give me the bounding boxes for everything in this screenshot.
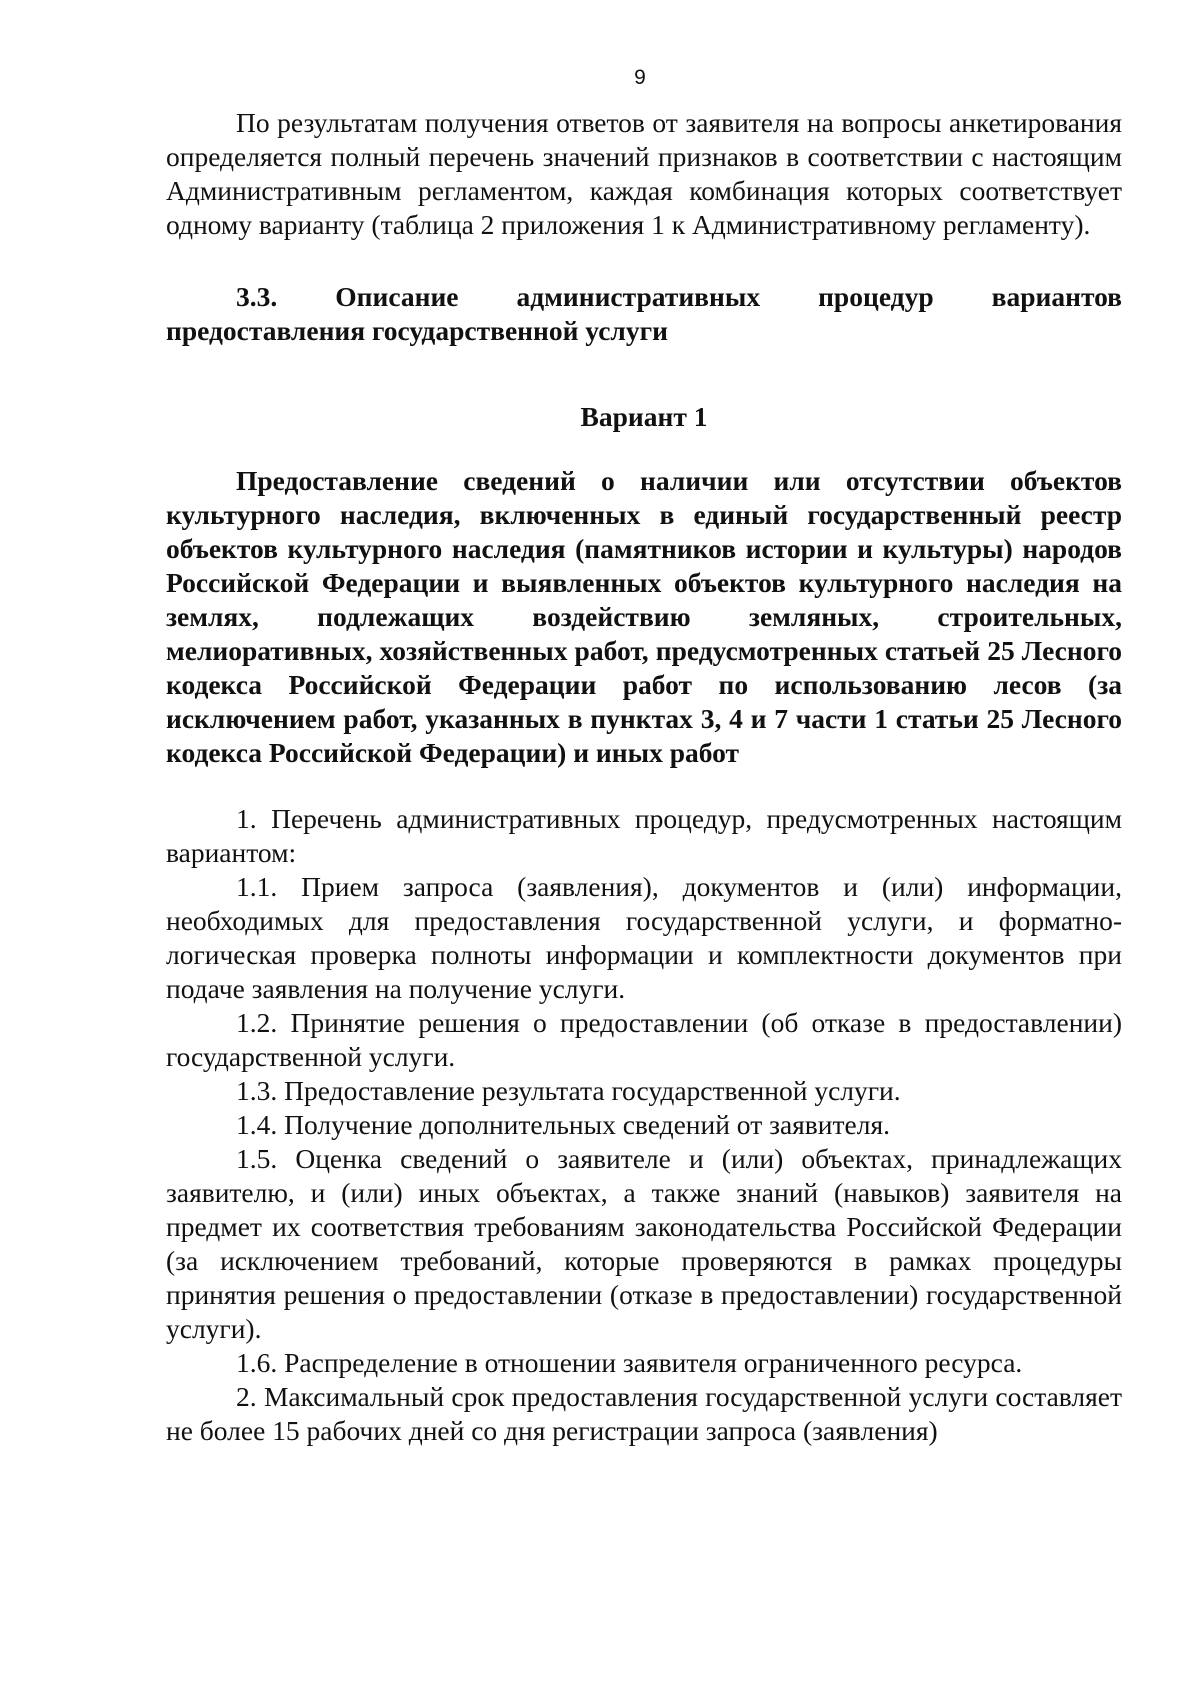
list-item <box>166 1006 1122 1074</box>
section-title: Описание административных процедур вариантов предоставления государственной услуги <box>166 281 1123 346</box>
list-item <box>166 1074 1122 1108</box>
item-number: 1. <box>236 803 257 834</box>
item-number: 1.3. <box>236 1075 278 1106</box>
item-number: 1.4. <box>236 1109 278 1140</box>
item-text: Перечень административных процедур, предусмотренных настоящим вариантом: <box>166 803 1122 868</box>
item-number: 1.1. <box>236 871 278 902</box>
item-number: 2. <box>236 1381 257 1412</box>
list-item <box>166 1346 1122 1380</box>
item-number: 1.6. <box>236 1347 278 1378</box>
list-item <box>166 1142 1122 1346</box>
variant-title: Вариант 1 <box>580 401 708 432</box>
page-number: 9 <box>634 66 646 89</box>
item-number: 1.5. <box>236 1143 278 1174</box>
intro-paragraph: По результатам получения ответов от заявителя на вопросы анкетирования определяется полный перечень значений признаков в соответствии с настоящим Административным регламентом, каждая комбинация которых соответствует одному варианту (таблица 2 приложения 1 к Административному регламенту). <box>166 107 1122 240</box>
item-text: Оценка сведений о заявителе и (или) объектах, принадлежащих заявителю, и (или) иных объектах, а также знаний (навыков) заявителя на предмет их соответствия требованиям законодательства Российской Федерации (за исключением требований, которые проверяются в рамках процедуры принятия решения о предоставлении (отказе в предоставлении) государственной услуги). <box>166 1143 1123 1344</box>
list-item <box>166 1108 1122 1142</box>
variant-description: Предоставление сведений о наличии или отсутствии объектов культурного наследия, включенных в единый государственный реестр объектов культурного наследия (памятников истории и культуры) народов Российской Федерации и выявленных объектов культурного наследия на землях, подлежащих воздействию земляных, строительных, мелиоративных, хозяйственных работ, предусмотренных статьей 25 Лесного кодекса Российской Федерации работ по использованию лесов (за исключением работ, указанных в пунктах 3, 4 и 7 части 1 статьи 25 Лесного кодекса Российской Федерации) и иных работ <box>166 465 1122 768</box>
section-heading <box>166 280 1122 348</box>
page-content <box>166 106 1122 1448</box>
list-item <box>166 802 1122 870</box>
item-text: Максимальный срок предоставления государственной услуги составляет не более 15 рабочих дней со дня регистрации запроса (заявления) <box>166 1381 1122 1446</box>
item-text: Прием запроса (заявления), документов и (или) информации, необходимых для предоставления государственной услуги, и форматно-логическая проверка полноты информации и комплектности документов при подаче заявления на получение услуги. <box>166 871 1122 1004</box>
item-text: Предоставление результата государственной услуги. <box>284 1075 901 1106</box>
list-item <box>166 870 1122 1006</box>
section-number: 3.3. <box>236 281 278 312</box>
item-text: Распределение в отношении заявителя ограниченного ресурса. <box>284 1347 1023 1378</box>
list-item <box>166 1380 1122 1448</box>
item-text: Принятие решения о предоставлении (об отказе в предоставлении) государственной услуги. <box>166 1007 1122 1072</box>
item-text: Получение дополнительных сведений от заявителя. <box>284 1109 890 1140</box>
item-number: 1.2. <box>236 1007 278 1038</box>
